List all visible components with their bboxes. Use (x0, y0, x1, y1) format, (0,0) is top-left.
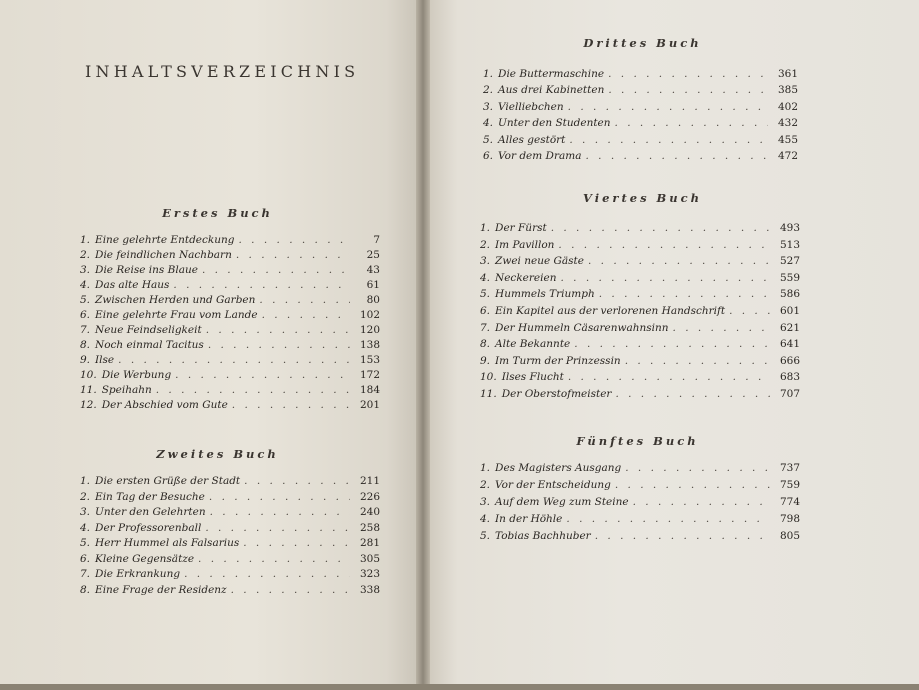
entry-page-number: 25 (366, 249, 380, 261)
entry-page-number: 226 (359, 490, 380, 503)
entry-number: 8. (80, 339, 91, 351)
leader-dots (625, 461, 770, 476)
entry-title: Eine gelehrte Frau vom Lande (95, 309, 258, 321)
entry-page-number: 211 (359, 475, 380, 487)
leader-dots (259, 293, 350, 308)
leader-dots (208, 338, 350, 353)
leader-dots (569, 133, 768, 148)
entry-page-number: 120 (359, 324, 380, 336)
entry-number: 6. (480, 305, 491, 317)
entry-number: 2. (80, 490, 91, 503)
entry-title: Vielliebchen (498, 100, 564, 113)
leader-dots (209, 490, 350, 505)
toc-entry (80, 383, 380, 398)
entry-number: 2. (483, 84, 494, 97)
toc-entry (80, 293, 380, 308)
leader-dots (729, 304, 770, 319)
entry-title: Ein Kapitel aus der verlorenen Handschrift (495, 305, 726, 317)
entry-number: 3. (80, 264, 91, 276)
toc-entry (80, 583, 380, 598)
entry-title: Vor dem Drama (498, 150, 582, 162)
entry-number: 3. (480, 255, 491, 268)
entry-number: 3. (483, 100, 494, 113)
entry-page-number: 707 (779, 388, 800, 400)
entry-number: 5. (480, 530, 491, 542)
entry-page-number: 683 (779, 371, 800, 384)
leader-dots (599, 287, 770, 302)
leader-dots (615, 478, 770, 493)
entry-title: Die Buttermaschine (498, 68, 605, 80)
entry-page-number: 61 (366, 279, 380, 291)
entry-page-number: 138 (359, 339, 380, 351)
entry-page-number: 641 (779, 338, 800, 351)
entry-page-number: 666 (779, 354, 800, 367)
entry-page-number: 338 (359, 583, 380, 596)
leader-dots (262, 308, 350, 323)
entry-page-number: 586 (779, 288, 800, 301)
entry-number: 1. (80, 475, 91, 487)
entry-title: Unter den Studenten (498, 117, 611, 130)
toc-entry (80, 308, 380, 323)
toc-entry (480, 512, 800, 527)
leader-dots (232, 398, 350, 413)
entry-title: Neue Feindseligkeit (95, 324, 202, 336)
entry-title: Der Professorenball (95, 521, 202, 534)
entry-title: Eine Frage der Residenz (95, 583, 227, 596)
entry-page-number: 102 (359, 309, 380, 321)
leader-dots (184, 567, 350, 582)
entry-number: 4. (80, 279, 91, 291)
entry-number: 1. (480, 222, 491, 234)
leader-dots (243, 536, 350, 551)
entry-page-number: 402 (777, 100, 798, 113)
toc-entry (80, 474, 380, 489)
book-heading-5: Fünftes Buch (576, 434, 699, 448)
toc-entry (80, 323, 380, 338)
toc-entry (80, 521, 380, 536)
toc-entry (80, 490, 380, 505)
leader-dots (673, 321, 770, 336)
toc-entry (80, 536, 380, 551)
entry-number: 7. (480, 321, 491, 334)
entry-page-number: 527 (779, 255, 800, 268)
toc-entry (483, 67, 798, 82)
entry-page-number: 385 (777, 84, 798, 97)
leader-dots (625, 354, 770, 369)
leader-dots (551, 221, 770, 236)
entry-page-number: 798 (779, 513, 800, 525)
entry-number: 5. (80, 294, 91, 306)
entry-title: Ein Tag der Besuche (95, 490, 205, 503)
book-heading-1: Erstes Buch (162, 206, 273, 220)
entry-page-number: 759 (779, 479, 800, 491)
toc-entry (480, 321, 800, 336)
leader-dots (615, 387, 770, 402)
toc-entry (80, 552, 380, 567)
entry-number: 5. (80, 537, 91, 549)
leader-dots (588, 254, 770, 269)
leader-dots (560, 271, 770, 286)
leader-dots (202, 263, 350, 278)
leader-dots (206, 323, 350, 338)
entry-title: Die ersten Grüße der Stadt (95, 475, 241, 487)
entry-number: 7. (80, 324, 91, 336)
toc-entry (483, 133, 798, 148)
toc-entry (480, 304, 800, 319)
entry-page-number: 361 (777, 68, 798, 80)
leader-dots (633, 495, 770, 510)
entry-title: Tobias Bachhuber (495, 530, 591, 542)
entry-title: Eine gelehrte Entdeckung (95, 234, 235, 246)
entry-number: 5. (483, 133, 494, 146)
table-edge (0, 684, 919, 690)
toc-entry (480, 238, 800, 253)
book-heading-3: Drittes Buch (583, 36, 702, 50)
toc-entry (80, 338, 380, 353)
entry-title: Noch einmal Tacitus (95, 339, 204, 351)
entry-page-number: 80 (366, 294, 380, 306)
entry-title: Alte Bekannte (495, 338, 571, 351)
toc-entry (80, 567, 380, 582)
entry-title: Des Magisters Ausgang (495, 462, 622, 474)
leader-dots (205, 521, 350, 536)
leader-dots (608, 83, 768, 98)
entry-number: 4. (480, 513, 491, 525)
entry-title: Ilses Flucht (501, 371, 564, 384)
entry-title: In der Höhle (495, 513, 563, 525)
entry-title: Die feindlichen Nachbarn (95, 249, 232, 261)
entry-page-number: 258 (359, 521, 380, 534)
entry-number: 9. (480, 354, 491, 367)
entry-title: Hummels Triumph (495, 288, 595, 301)
entry-number: 8. (480, 338, 491, 351)
leader-dots (568, 370, 770, 385)
leader-dots (239, 233, 351, 248)
toc-entry (480, 354, 800, 369)
entry-page-number: 559 (779, 271, 800, 284)
entry-title: Ilse (95, 354, 115, 366)
entry-page-number: 493 (779, 222, 800, 234)
entry-page-number: 737 (779, 462, 800, 474)
entry-title: Unter den Gelehrten (95, 506, 206, 518)
toc-entry (480, 461, 800, 476)
leader-dots (566, 512, 770, 527)
entry-title: Aus drei Kabinetten (498, 84, 605, 97)
leader-dots (118, 353, 350, 368)
entry-page-number: 513 (779, 238, 800, 251)
toc-entry (80, 368, 380, 383)
entry-number: 11. (80, 384, 97, 396)
entry-page-number: 323 (359, 568, 380, 580)
entry-title: Im Pavillon (495, 238, 555, 251)
leader-dots (574, 337, 770, 352)
book-heading-4: Viertes Buch (582, 191, 702, 205)
entry-page-number: 172 (359, 369, 380, 381)
leader-dots (568, 100, 768, 115)
entry-title: Im Turm der Prinzessin (495, 354, 621, 367)
toc-entry (483, 116, 798, 131)
entry-title: Der Fürst (495, 222, 547, 234)
toc-entry (483, 100, 798, 115)
toc-entry (480, 337, 800, 352)
toc-entry (80, 263, 380, 278)
entry-page-number: 774 (779, 496, 800, 508)
entry-page-number: 240 (359, 506, 380, 518)
leader-dots (175, 368, 350, 383)
entry-number: 3. (80, 506, 91, 518)
leader-dots (608, 67, 768, 82)
book-gutter (416, 0, 430, 690)
toc-entry (483, 149, 798, 164)
entry-title: Zwei neue Gäste (495, 255, 584, 268)
entry-number: 2. (80, 249, 91, 261)
entry-page-number: 153 (359, 354, 380, 366)
entry-number: 8. (80, 583, 91, 596)
entry-number: 7. (80, 568, 91, 580)
toc-entry (80, 278, 380, 293)
toc-entry (483, 83, 798, 98)
entry-title: Herr Hummel als Falsarius (95, 537, 240, 549)
leader-dots (615, 116, 768, 131)
entry-number: 10. (480, 371, 497, 384)
entry-title: Die Erkrankung (95, 568, 181, 580)
toc-entry (480, 287, 800, 302)
entry-page-number: 432 (777, 117, 798, 130)
toc-entry (480, 387, 800, 402)
entry-title: Das alte Haus (95, 279, 170, 291)
toc-entry (480, 221, 800, 236)
entry-page-number: 7 (373, 234, 380, 246)
entry-title: Der Hummeln Cäsarenwahnsinn (495, 321, 669, 334)
leader-dots (244, 474, 350, 489)
entry-title: Die Werbung (101, 369, 172, 381)
leader-dots (585, 149, 768, 164)
leader-dots (231, 583, 350, 598)
page-title: INHALTSVERZEICHNIS (85, 62, 360, 81)
entry-title: Vor der Entscheidung (495, 479, 611, 491)
leader-dots (210, 505, 350, 520)
entry-number: 1. (480, 462, 491, 474)
entry-page-number: 305 (359, 552, 380, 565)
entry-title: Zwischen Herden und Garben (95, 294, 256, 306)
entry-number: 6. (80, 552, 91, 565)
leader-dots (198, 552, 350, 567)
entry-page-number: 43 (366, 264, 380, 276)
entry-number: 3. (480, 496, 491, 508)
entry-title: Auf dem Weg zum Steine (495, 496, 629, 508)
entry-title: Der Abschied vom Gute (101, 399, 228, 411)
entry-number: 12. (80, 399, 97, 411)
entry-page-number: 472 (777, 150, 798, 162)
entry-number: 2. (480, 479, 491, 491)
leader-dots (558, 238, 770, 253)
entry-page-number: 601 (779, 305, 800, 317)
leader-dots (236, 248, 350, 263)
toc-entry (480, 529, 800, 544)
entry-page-number: 184 (359, 384, 380, 396)
entry-page-number: 621 (779, 321, 800, 334)
toc-entry (480, 370, 800, 385)
entry-number: 1. (483, 68, 494, 80)
entry-title: Neckereien (495, 271, 557, 284)
entry-number: 5. (480, 288, 491, 301)
entry-number: 6. (80, 309, 91, 321)
toc-entry (480, 495, 800, 510)
entry-title: Kleine Gegensätze (95, 552, 195, 565)
toc-entry (80, 233, 380, 248)
entry-number: 4. (80, 521, 91, 534)
toc-entry (80, 353, 380, 368)
entry-number: 6. (483, 150, 494, 162)
entry-page-number: 281 (359, 537, 380, 549)
entry-number: 9. (80, 354, 91, 366)
entry-title: Alles gestört (498, 133, 566, 146)
entry-title: Speihahn (101, 384, 152, 396)
leader-dots (173, 278, 350, 293)
entry-number: 4. (483, 117, 494, 130)
entry-number: 1. (80, 234, 91, 246)
toc-entry (80, 505, 380, 520)
entry-number: 10. (80, 369, 97, 381)
toc-entry (480, 478, 800, 493)
book-heading-2: Zweites Buch (156, 447, 279, 461)
leader-dots (595, 529, 770, 544)
toc-entry (80, 398, 380, 413)
entry-number: 11. (480, 388, 497, 400)
entry-page-number: 805 (779, 530, 800, 542)
entry-title: Die Reise ins Blaue (95, 264, 198, 276)
toc-entry (480, 271, 800, 286)
entry-page-number: 201 (359, 399, 380, 411)
toc-entry (480, 254, 800, 269)
entry-number: 4. (480, 271, 491, 284)
entry-page-number: 455 (777, 133, 798, 146)
leader-dots (156, 383, 350, 398)
toc-entry (80, 248, 380, 263)
entry-number: 2. (480, 238, 491, 251)
entry-title: Der Oberstofmeister (501, 388, 612, 400)
